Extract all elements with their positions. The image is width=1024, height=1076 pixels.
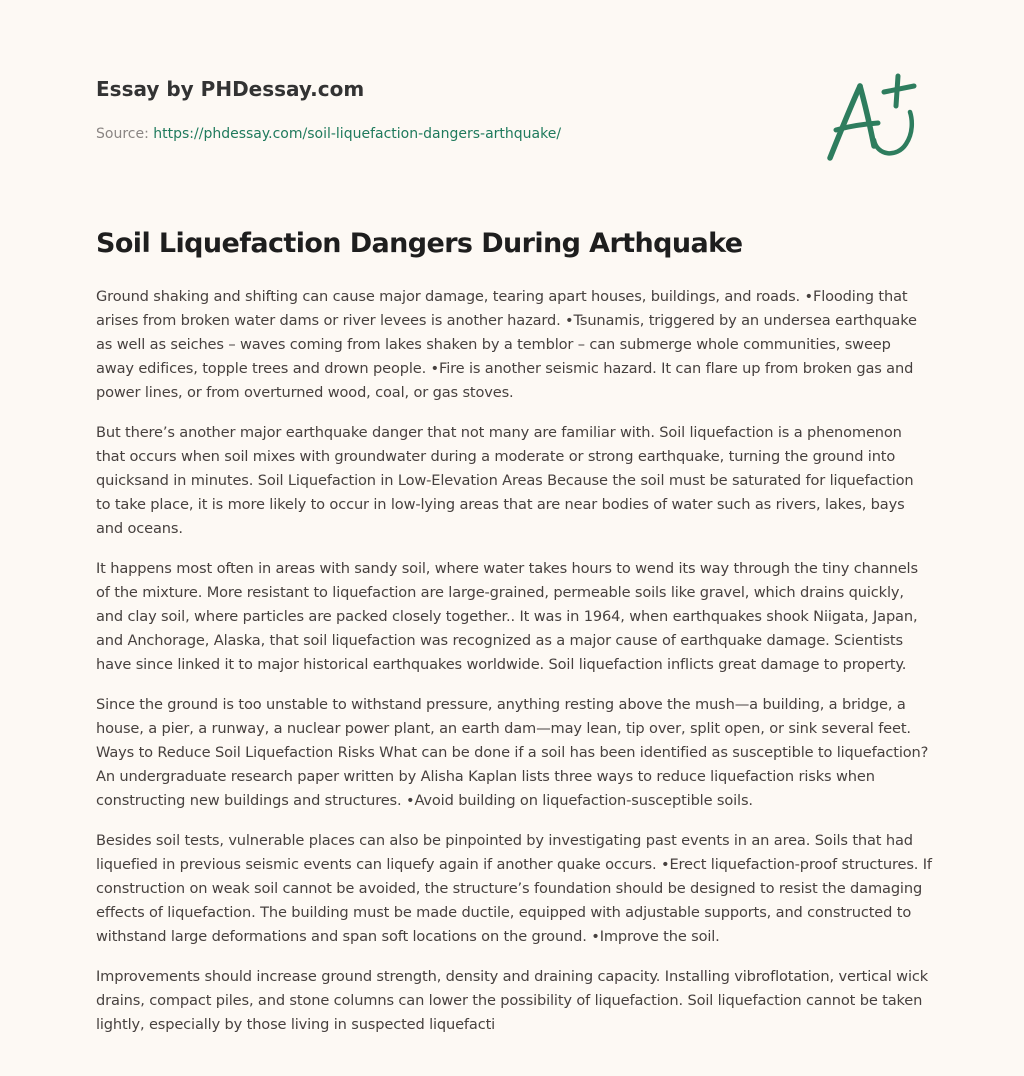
- a-plus-grade-icon: [822, 68, 932, 168]
- paragraph-5: Besides soil tests, vulnerable places can also be pinpointed by investigating past events in an area. Soils that had liquefied in previous seismic events can liquefy again if another quake occurs. •Erect liquefaction-proof structures. If construction on weak soil cannot be avoided, the structure’s foundation should be designed to resist the damaging effects of liquefaction. The building must be made ductile, equipped with adjustable supports, and constructed to withstand large deformations and span soft locations on the ground. •Improve the soil.: [96, 832, 932, 945]
- paragraph-1: Ground shaking and shifting can cause major damage, tearing apart houses, buildings, and roads. •Flooding that arises from broken water dams or river levees is another hazard. •Tsunamis, triggered by an undersea earthquake as well as seiches – waves coming from lakes shaken by a temblor – can submerge whole communities, sweep away edifices, topple trees and drown people. •Fire is another seismic hazard. It can flare up from broken gas and power lines, or from overturned wood, coal, or gas stoves.: [96, 288, 917, 401]
- source-link[interactable]: https://phdessay.com/soil-liquefaction-dangers-arthquake/: [153, 126, 562, 142]
- paragraph-6: Improvements should increase ground strength, density and draining capacity. Installing vibroflotation, vertical wick drains, compact piles, and stone columns can lower the possibility of liquefaction. Soil liquefaction cannot be taken lightly, especially by those living in suspected liquefacti: [96, 968, 929, 1033]
- paragraph-2: But there’s another major earthquake danger that not many are familiar with. Soil liquefaction is a phenomenon that occurs when soil mixes with groundwater during a moderate or strong earthquake, turning the ground into quicksand in minutes. Soil Liquefaction in Low-Elevation Areas Because the soil must be saturated for liquefaction to take place, it is more likely to occur in low-lying areas that are near bodies of water such as rivers, lakes, bays and oceans.: [96, 424, 914, 537]
- source-line: [96, 124, 796, 144]
- article-body: [96, 285, 932, 1053]
- article-title: Soil Liquefaction Dangers During Arthquake: [96, 228, 743, 259]
- paragraph-3: It happens most often in areas with sandy soil, where water takes hours to wend its way through the tiny channels of the mixture. More resistant to liquefaction are large-grained, permeable soils like gravel, which drains quickly, and clay soil, where particles are packed closely together.. It was in 1964, when earthquakes shook Niigata, Japan, and Anchorage, Alaska, that soil liquefaction was recognized as a major cause of earthquake damage. Scientists have since linked it to major historical earthquakes worldwide. Soil liquefaction inflicts great damage to property.: [96, 560, 918, 673]
- paragraph-4: Since the ground is too unstable to withstand pressure, anything resting above the mush—a building, a bridge, a house, a pier, a runway, a nuclear power plant, an earth dam—may lean, tip over, split open, or sink several feet. Ways to Reduce Soil Liquefaction Risks What can be done if a soil has been identified as susceptible to liquefaction? An undergraduate research paper written by Alisha Kaplan lists three ways to reduce liquefaction risks when constructing new buildings and structures. •Avoid building on liquefaction-susceptible soils.: [96, 696, 929, 809]
- essay-header: [96, 74, 796, 144]
- brand-title: Essay by PHDessay.com: [96, 77, 365, 101]
- source-label: Source:: [96, 126, 149, 142]
